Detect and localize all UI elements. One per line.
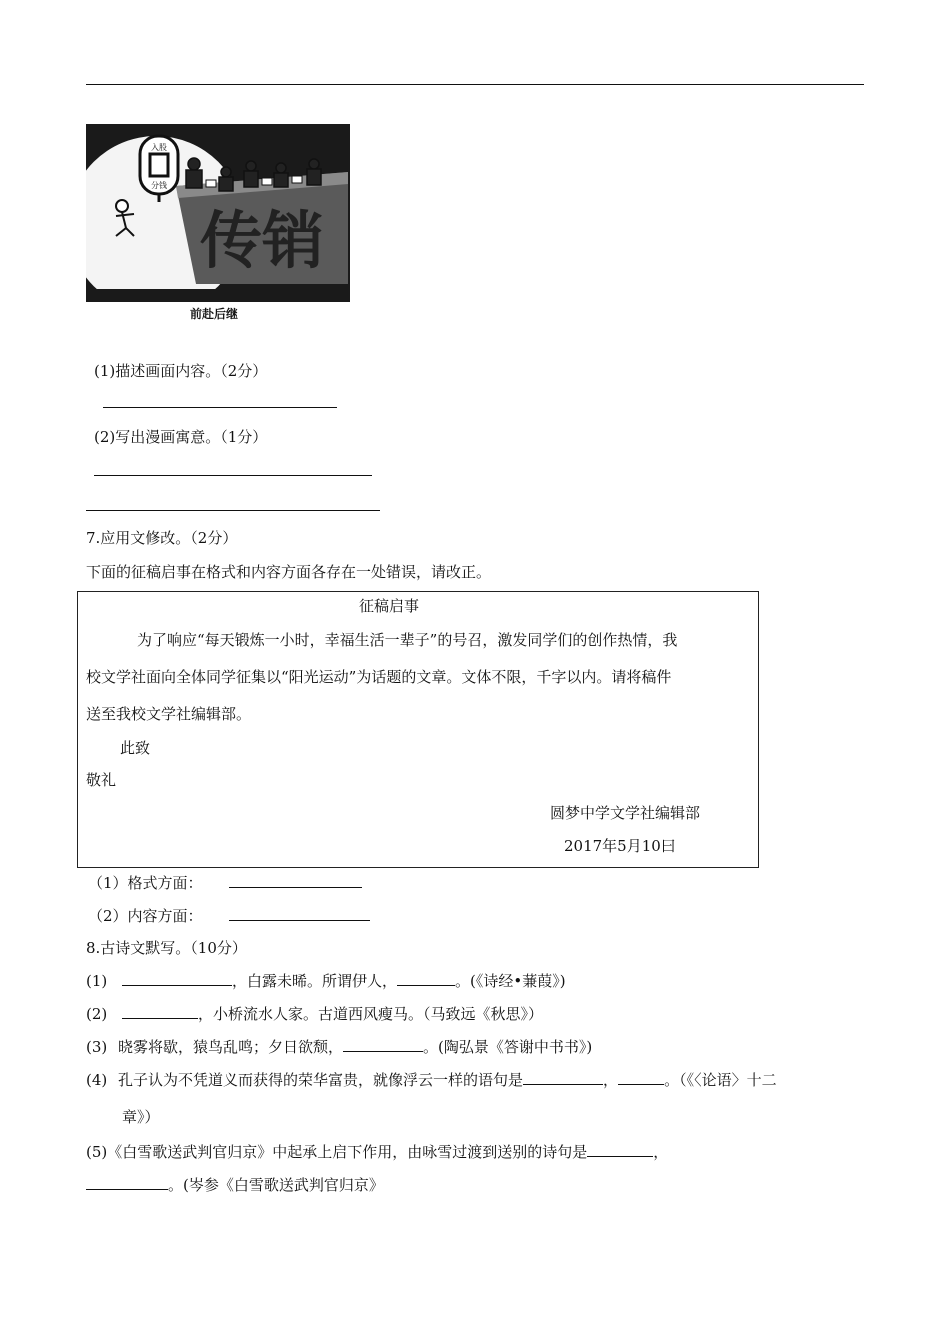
cartoon-drawing: [86, 124, 350, 302]
q7-instruction: 下面的征稿启事在格式和内容方面各存在一处错误，请改正。: [86, 563, 492, 581]
q8-item-1-end: 。(《诗经•蒹葭》): [455, 972, 566, 990]
cartoon-caption: 前赴后继: [190, 307, 239, 321]
q8-item-4-blank-b[interactable]: [618, 1083, 664, 1085]
q8-item-4-num: (4): [86, 1071, 108, 1089]
q8-item-3-blank[interactable]: [343, 1050, 423, 1052]
q8-item-2-blank[interactable]: [122, 1017, 198, 1019]
q8-item-3: [86, 1036, 592, 1057]
cartoon-sign-bottom: 分钱: [151, 181, 167, 190]
q8-item-1-num: (1): [86, 972, 108, 990]
q8-item-2-mid: ，小桥流水人家。古道西风瘦马。（马致远《秋思》）: [198, 1005, 544, 1023]
q8-item-4-text: 孔子认为不凭道义而获得的荣华富贵，就像浮云一样的语句是: [118, 1071, 524, 1089]
q8-item-5-blank-b[interactable]: [86, 1188, 168, 1190]
q8-item-5-comma: ，: [653, 1143, 669, 1161]
q8-item-4: [86, 1069, 777, 1090]
notice-closing-1: 此致: [120, 739, 151, 757]
header-rule: [86, 84, 864, 85]
notice-heading: 征稿启事: [359, 597, 420, 615]
q8-title: 8.古诗文默写。（10分）: [86, 939, 247, 957]
q8-item-5: [86, 1141, 668, 1162]
q6-sub2: (2)写出漫画寓意。（1分）: [94, 428, 268, 446]
q8-item-1-blank-b[interactable]: [397, 984, 455, 986]
q8-item-3-num: (3): [86, 1038, 108, 1056]
q6-answer-line-1[interactable]: [103, 407, 337, 408]
notice-closing-2: 敬礼: [86, 771, 117, 789]
q8-item-5-line-2: [86, 1174, 384, 1195]
q7-title: 7.应用文修改。（2分）: [86, 529, 238, 547]
notice-signature: 圆梦中学文学社编辑部: [550, 804, 701, 822]
q6-answer-line-3[interactable]: [86, 510, 380, 511]
q8-item-2: [86, 1003, 543, 1024]
q8-item-4-comma: ，: [603, 1071, 619, 1089]
notice-date: 2017年5月10曰: [564, 837, 676, 855]
q6-answer-line-2[interactable]: [94, 475, 372, 476]
q7-answer-format-label: （1）格式方面：: [88, 874, 203, 892]
notice-box: [77, 591, 759, 868]
q8-item-5-end: 。(岑参《白雪歌送武判官归京》: [168, 1176, 384, 1194]
q8-item-4-line-2: 章》）: [122, 1108, 160, 1126]
q8-item-3-end: 。(陶弘景《答谢中书书》): [423, 1038, 593, 1056]
q8-item-3-text: 晓雾将歇，猿鸟乱鸣；夕日欲颓，: [118, 1038, 344, 1056]
q8-item-1: [86, 970, 566, 991]
q7-answer-content-label: （2）内容方面：: [88, 907, 203, 925]
q7-answer-content-line[interactable]: [229, 920, 370, 921]
q8-item-5-text: (5)《白雪歌送武判官归京》中起承上启下作用，由咏雪过渡到送别的诗句是: [86, 1143, 588, 1161]
q7-answer-format-line[interactable]: [229, 887, 362, 888]
notice-line-2: 校文学社面向全体同学征集以“阳光运动”为话题的文章。文体不限，千字以内。请将稿件: [86, 668, 672, 686]
q8-item-4-blank-a[interactable]: [523, 1083, 603, 1085]
cartoon-image: [86, 124, 350, 302]
q8-item-2-num: (2): [86, 1005, 108, 1023]
q6-sub1: (1)描述画面内容。（2分）: [94, 362, 268, 380]
cartoon-big-text: 传销: [199, 204, 325, 277]
q8-item-4-end: 。（《〈论语〉十二: [664, 1071, 777, 1089]
notice-line-3: 送至我校文学社编辑部。: [86, 705, 252, 723]
q8-item-1-blank-a[interactable]: [122, 984, 232, 986]
q8-item-1-mid: ，白露未晞。所谓伊人，: [232, 972, 398, 990]
cartoon-sign-top: 入股: [151, 143, 167, 152]
q8-item-5-blank-a[interactable]: [587, 1155, 653, 1157]
notice-line-1: 为了响应“每天锻炼一小时，幸福生活一辈子”的号召，激发同学们的创作热情，我: [137, 631, 678, 649]
